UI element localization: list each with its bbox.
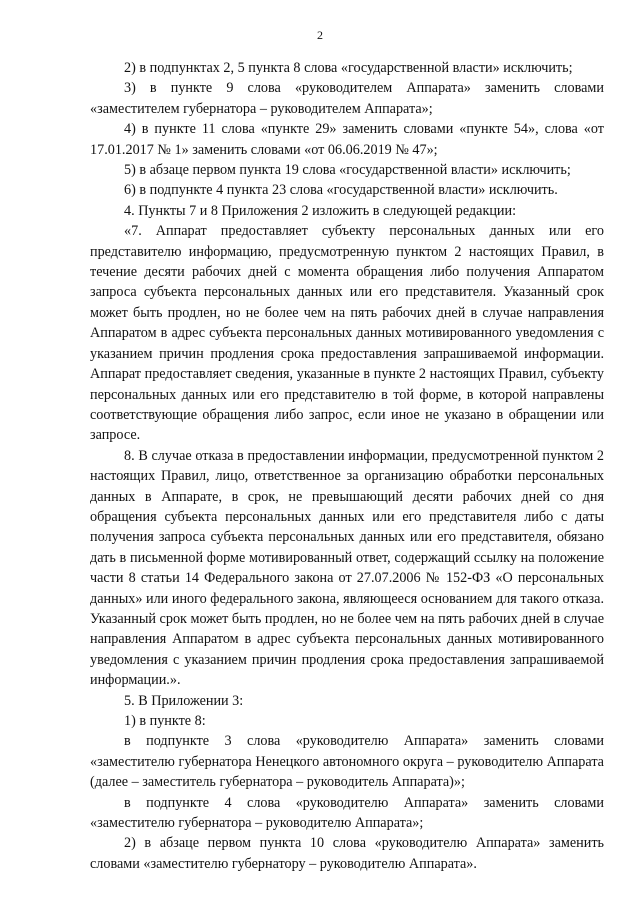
- document-body: [90, 58, 604, 874]
- paragraph: 1) в пункте 8:: [124, 713, 206, 729]
- paragraph: 2) в подпунктах 2, 5 пункта 8 слова «государственной власти» исключить;: [124, 60, 573, 76]
- page-number: 2: [317, 28, 323, 42]
- paragraph: 6) в подпункте 4 пункта 23 слова «государственной власти» исключить.: [124, 182, 558, 199]
- paragraph: в подпункте 3 слова «руководителю Аппарата» заменить словами «заместителю губернатора Ненецкого автономного округа – руководителю Аппарата (далее – заместитель губернатора – руководитель Аппарата)»;: [90, 733, 604, 791]
- paragraph: 5) в абзаце первом пункта 19 слова «государственной власти» исключить;: [124, 162, 571, 179]
- paragraph: 3) в пункте 9 слова «руководителем Аппарата» заменить словами «заместителем губернатора – руководителем Аппарата»;: [90, 80, 604, 117]
- paragraph: 5. В Приложении 3:: [124, 692, 244, 709]
- paragraph: «7. Аппарат предоставляет субъекту персональных данных или его представителю информацию, предусмотренную пунктом 2 настоящих Правил, в течение десяти рабочих дней с момента обращения либо получения Аппаратом запроса субъекта персональных данных или его представителя. Указанный срок может быть продлен, но не более чем на пять рабочих дней в случае направления Аппаратом в адрес субъекта персональных данных мотивированного уведомления с указанием причин продления срока предоставления запрашиваемой информации. Аппарат предоставляет сведения, указанные в пункте 2 настоящих Правил, субъекту персональных данных или его представителю в той форме, в которой направлены соответствующие обращения либо запрос, если иное не указано в обращении или запросе.: [90, 223, 604, 444]
- paragraph: 8. В случае отказа в предоставлении информации, предусмотренной пунктом 2 настоящих Правил, лицо, ответственное за организацию обработки персональных данных в Аппарате, в срок, не превышающий десяти рабочих дней со дня обращения субъекта персональных данных или его представителя либо с даты получения запроса субъекта персональных данных или его представителя, обязано дать в письменной форме мотивированный ответ, содержащий ссылку на положение части 8 статьи 14 Федерального закона от 27.07.2006 № 152-ФЗ «О персональных данных» или иного федерального закона, являющееся основанием для такого отказа. Указанный срок может быть продлен, но не более чем на пять рабочих дней в случае направления Аппаратом в адрес субъекта персональных данных мотивированного уведомления с указанием причин продления срока предоставления запрашиваемой информации.».: [90, 447, 604, 689]
- paragraph: 4) в пункте 11 слова «пункте 29» заменить словами «пункте 54», слова «от 17.01.2017 № 1» заменить словами «от 06.06.2019 № 47»;: [90, 121, 604, 158]
- paragraph: 2) в абзаце первом пункта 10 слова «руководителю Аппарата» заменить словами «заместителю губернатору – руководителю Аппарата».: [90, 835, 604, 872]
- paragraph: в подпункте 4 слова «руководителю Аппарата» заменить словами «заместителю губернатора – руководителю Аппарата»;: [90, 794, 604, 832]
- paragraph: 4. Пункты 7 и 8 Приложения 2 изложить в следующей редакции:: [124, 202, 517, 219]
